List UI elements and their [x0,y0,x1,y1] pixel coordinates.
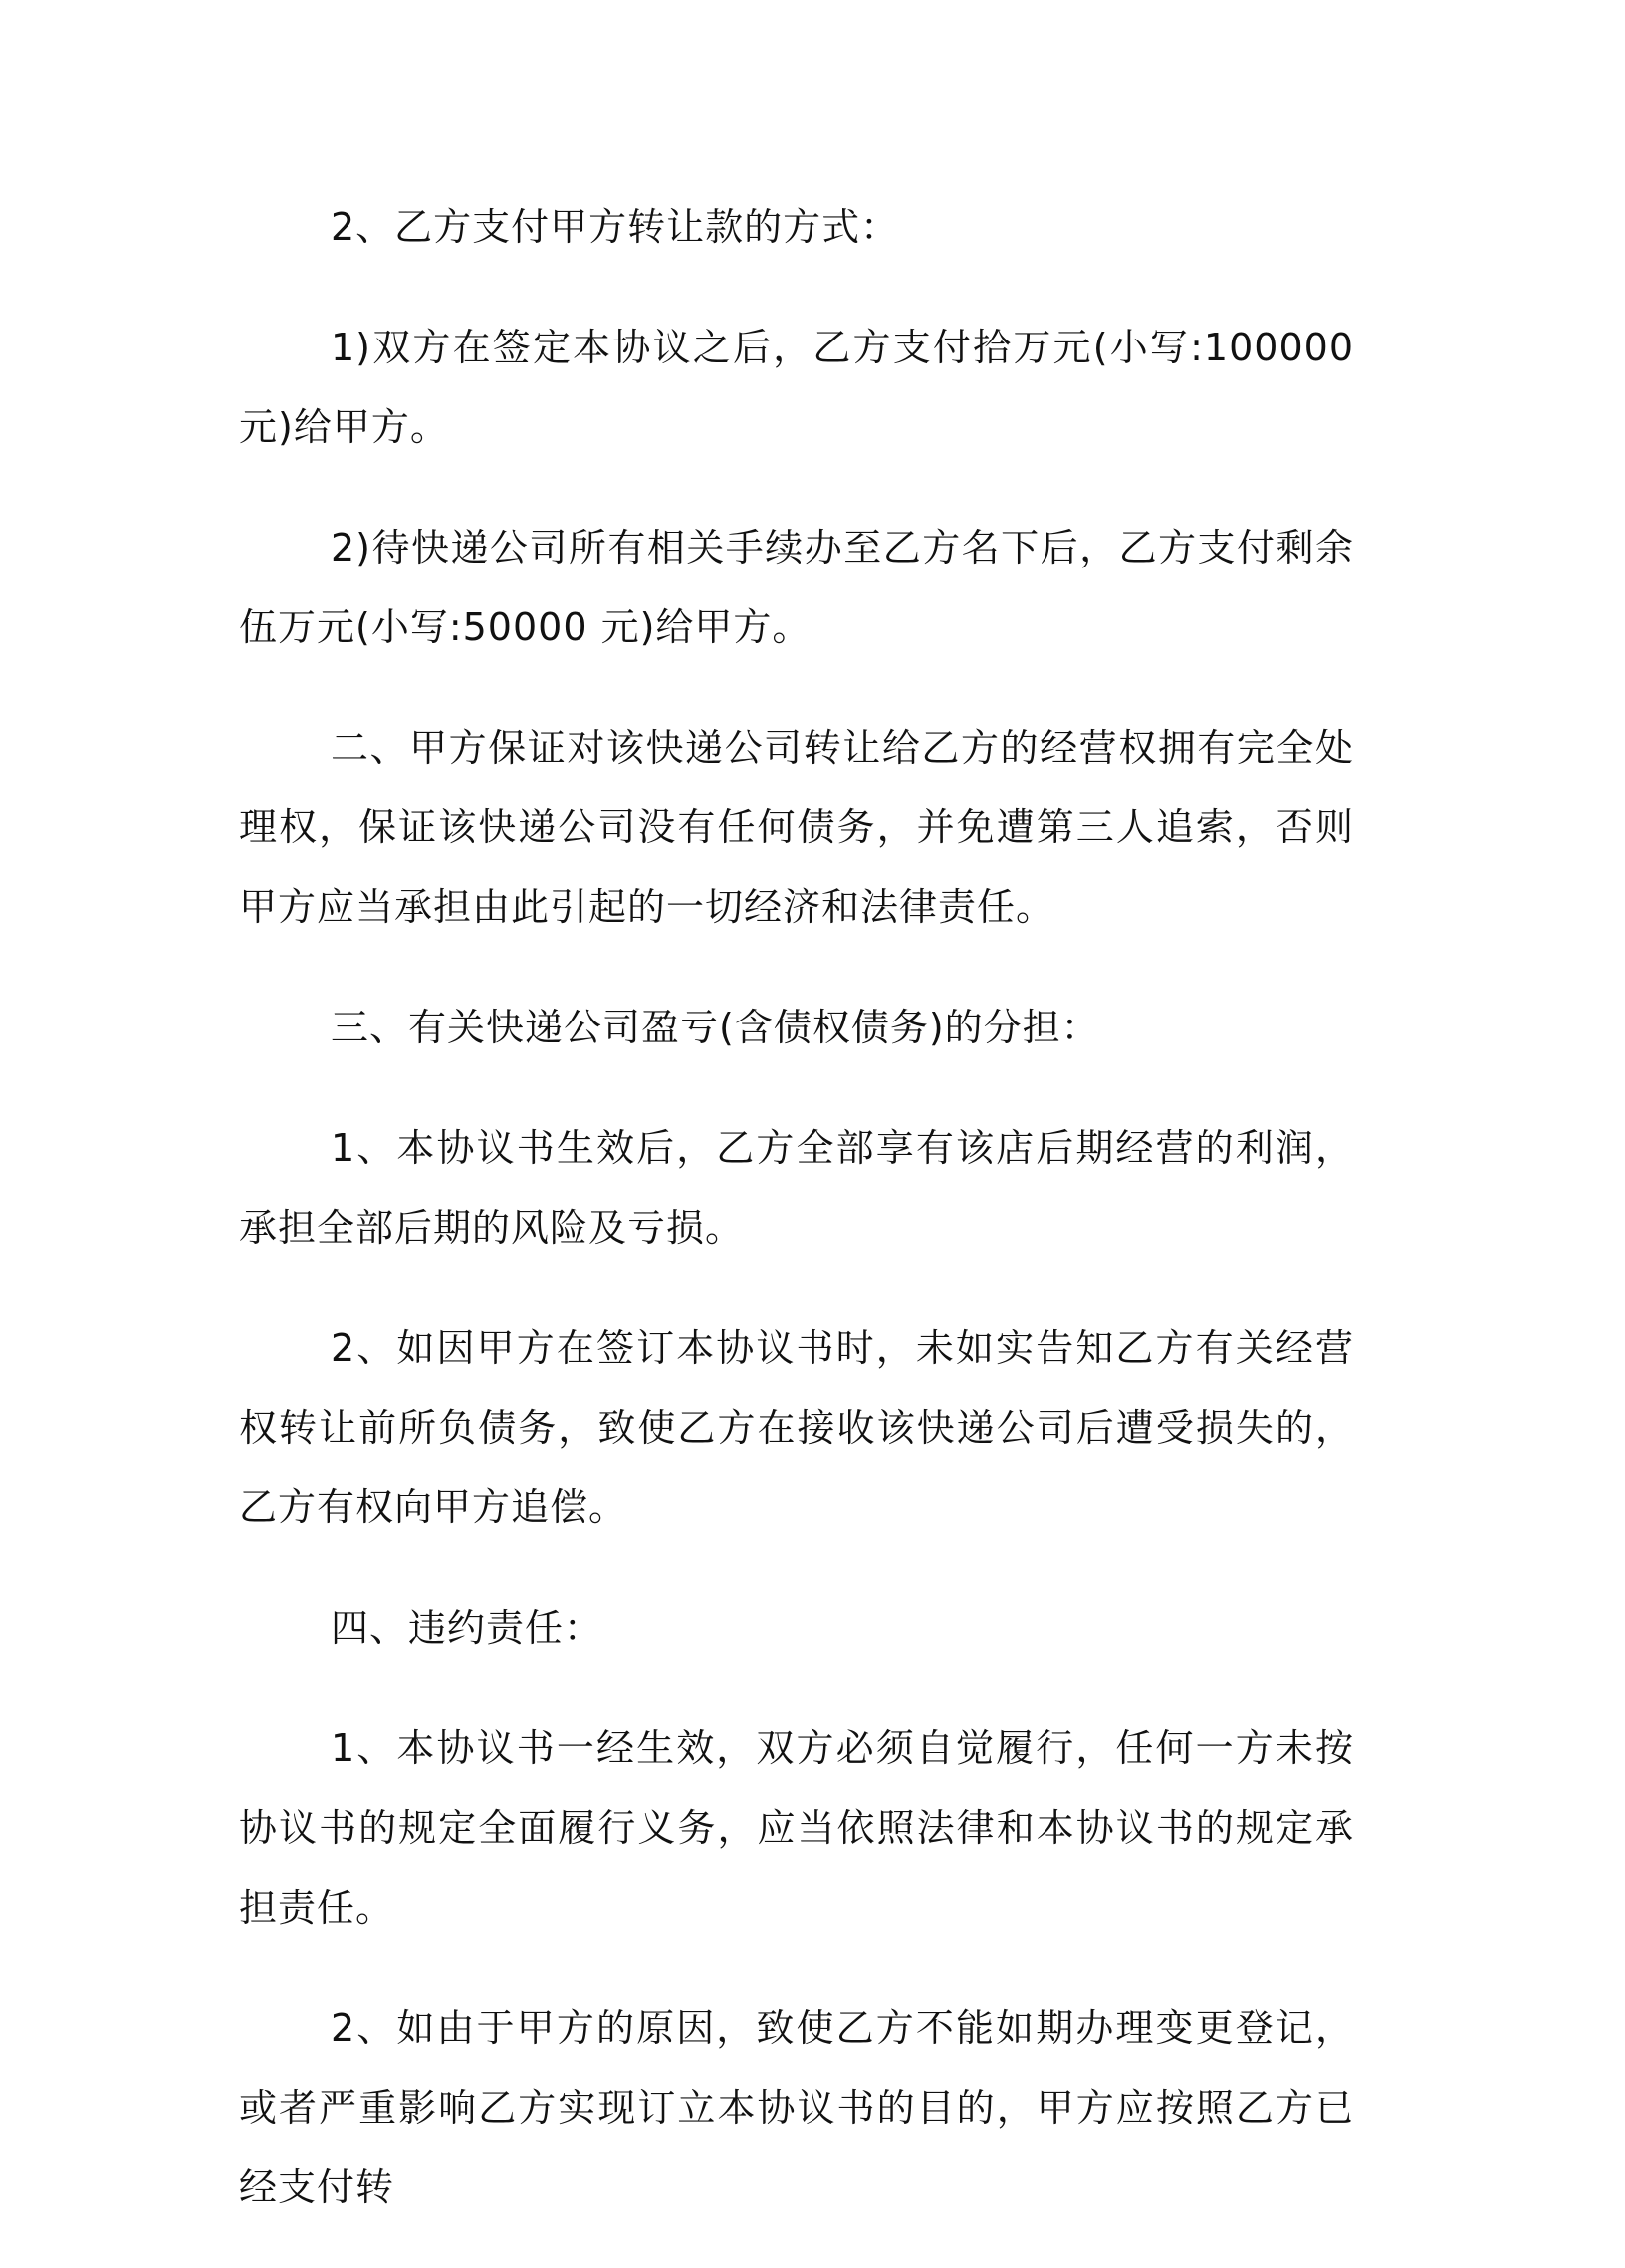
paragraph-section-three-heading: 三、有关快递公司盈亏(含债权债务)的分担： [331,1006,1100,1049]
paragraph-profit-loss-clause-1: 1、本协议书生效后，乙方全部享有该店后期经营的利润，承担全部后期的风险及亏损。 [239,1126,1354,1249]
paragraph-liability-clause-1: 1、本协议书一经生效，双方必须自觉履行，任何一方未按协议书的规定全面履行义务，应当依照法律和本协议书的规定承担责任。 [239,1726,1354,1929]
paragraph-second-payment: 2)待快递公司所有相关手续办至乙方名下后，乙方支付剩余伍万元(小写:50000 元)给甲方。 [239,526,1354,649]
paragraph-profit-loss-clause-2: 2、如因甲方在签订本协议书时，未如实告知乙方有关经营权转让前所负债务，致使乙方在接收该快递公司后遭受损失的，乙方有权向甲方追偿。 [239,1326,1354,1529]
paragraph-section-two-guarantee: 二、甲方保证对该快递公司转让给乙方的经营权拥有完全处理权，保证该快递公司没有任何债务，并免遭第三人追索，否则甲方应当承担由此引起的一切经济和法律责任。 [239,726,1354,929]
paragraph-payment-method-heading: 2、乙方支付甲方转让款的方式： [331,205,900,249]
paragraph-first-payment: 1)双方在签定本协议之后，乙方支付拾万元(小写:100000 元)给甲方。 [239,326,1354,449]
paragraph-section-four-heading: 四、违约责任： [331,1606,603,1650]
paragraph-liability-clause-2: 2、如由于甲方的原因，致使乙方不能如期办理变更登记，或者严重影响乙方实现订立本协议书的目的，甲方应按照乙方已经支付转 [239,2006,1354,2209]
document-body [239,187,1354,2268]
